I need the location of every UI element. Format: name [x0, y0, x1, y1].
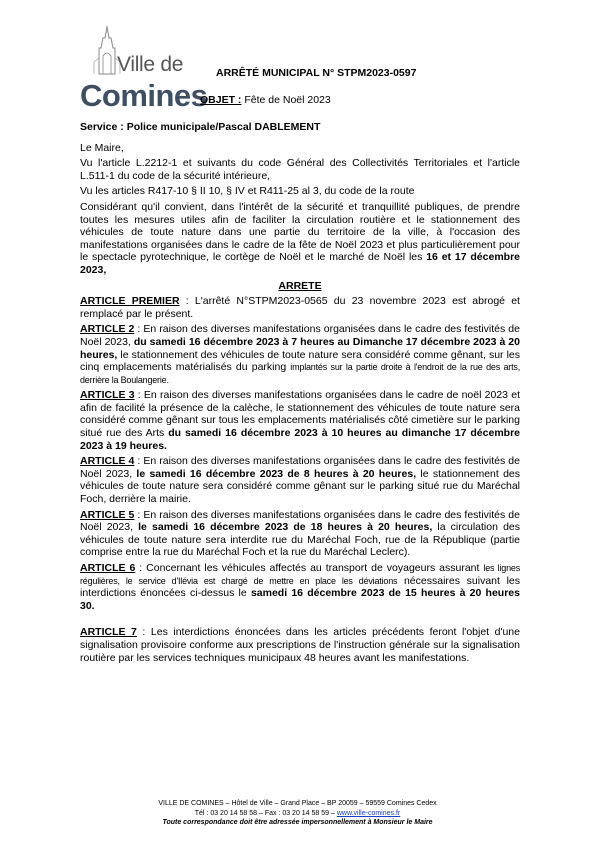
considerant-dates: 16 et 17 décembre 2023,: [80, 251, 520, 276]
page-footer: [0, 799, 595, 828]
article-6-text-small: les lignes régulières, le service d'Ilévia est chargé de mettre en place les déviations: [80, 563, 520, 586]
article-5: [80, 509, 520, 559]
logo-text-comines: Comines: [80, 78, 208, 113]
arrete-heading: ARRETE: [278, 279, 322, 292]
article-3-dates: du samedi 16 décembre 2023 à 10 heures au dimanche 17 décembre 2023 à 19 heures.: [80, 427, 520, 452]
considerant-text: Considérant qu'il convient, dans l'intérêt de la sécurité et tranquillité publiques, de prendre toutes les mesures utiles afin de faciliter la circulation routière et le stationnement des véhicules de toute nature dans une partie du territoire de la ville, à l'occasion des manifestations organisées dans le cadre de la fête de Noël 2023 et plus particulièrement pour le spectacle pyrotechnique, le cortège de Noël et le marché de Noël les: [80, 200, 520, 264]
article-1-text: : L'arrêté N°STPM2023-0565 du 23 novembre 2023 est abrogé et remplacé par le présent.: [80, 295, 520, 320]
article-7-text: : Les interdictions énoncées dans les articles précédents feront l'objet d'une signalisation provisoire conforme aux prescriptions de l'instruction générale sur la signalisation routière par les services techniques municipaux 48 heures avant les manifestations.: [80, 626, 520, 664]
article-5-text-cont: la circulation des véhicules de toute nature sera interdite rue du Maréchal Foch, rue de la République (partie comprise entre la rue du Maréchal Foch et la rue du Maréchal Leclerc).: [80, 521, 521, 559]
footer-phone: Tél : 03 20 14 58 58 – Fax : 03 20 14 58 59 –: [194, 809, 337, 817]
article-2-label: ARTICLE 2: [80, 323, 135, 336]
footer-notice: Toute correspondance doit être adressée impersonnellement à Monsieur le Maire: [162, 819, 433, 826]
logo-text-ville: Ville de: [117, 53, 184, 76]
article-6-dates: samedi 16 décembre 2023 de 15 heures à 20 heures 30.: [80, 587, 520, 612]
article-6: [80, 562, 520, 612]
article-5-dates: le samedi 16 décembre 2023 de 18 heures à 20 heures,: [138, 521, 433, 534]
article-3: [80, 389, 520, 452]
document-body: [80, 121, 520, 667]
article-2-text-cont: le stationnement des véhicules de toute nature sera considéré comme gênant, sur les cinq emplacements matérialisés du parking: [80, 348, 520, 374]
article-5-label: ARTICLE 5: [80, 508, 135, 521]
article-1-label: ARTICLE PREMIER: [80, 295, 180, 308]
article-3-label: ARTICLE 3: [80, 389, 135, 402]
object-text: Fête de Noël 2023: [241, 94, 331, 106]
object-label: OBJET :: [200, 94, 242, 106]
article-7-label: ARTICLE 7: [80, 626, 137, 639]
website-link[interactable]: www.ville-comines.fr: [336, 809, 401, 817]
article-7: [80, 626, 520, 664]
footer-contact: [0, 809, 595, 819]
article-4-label: ARTICLE 4: [80, 455, 135, 468]
article-6-label: ARTICLE 6: [80, 562, 136, 574]
article-2-text: : En raison des diverses manifestations organisées dans le cadre des festivités de Noël 2023,: [80, 323, 520, 348]
article-1: [80, 295, 520, 320]
article-2-text-end: implantés sur la partie droite à l'endroit de la rue des arts, derrière la Boulangerie.: [80, 362, 521, 385]
considerant-paragraph: [80, 201, 520, 277]
article-2-dates: du samedi 16 décembre 2023 à 7 heures au Dimanche 17 décembre 2023 à 20 heures,: [80, 335, 520, 361]
vu-paragraph-2: Vu les articles R417-10 § II 10, § IV et R411-25 al 3, du code de la route: [80, 185, 415, 198]
footer-address: VILLE DE COMINES – Hôtel de Ville – Grand Place – BP 20059 – 59559 Comines Cedex: [158, 800, 437, 807]
article-2: [80, 323, 520, 386]
article-4-text-cont: le stationnement des véhicules de toute nature sera considéré comme gênant sur le parking situé rue du Maréchal Foch, derrière la mairie.: [80, 467, 520, 506]
object-line: [200, 94, 331, 106]
service-line: Service : Police municipale/Pascal DABLEMENT: [80, 121, 321, 133]
article-5-text: : En raison des diverses manifestations organisées dans le cadre des festivités de Noël 2023,: [80, 508, 520, 534]
article-4: [80, 455, 520, 505]
city-logo: [80, 26, 208, 113]
article-4-dates: le samedi 16 décembre 2023 de 8 heures à 20 heures,: [136, 467, 417, 480]
article-4-text: : En raison des diverses manifestations organisées dans le cadre des festivités de Noël 2023,: [80, 455, 520, 480]
article-6-text: : Concernant les véhicules affectés au transport de voyageurs assurant: [135, 562, 484, 574]
article-3-text: : En raison des diverses manifestations organisées dans le cadre de noël 2023 et afin de facilité la présence de la calèche, le stationnement des véhicules de toute nature sera considéré comme gênant sur tous les emplacements matérialisés côté cimetière sur le parking situé rue des Arts: [80, 389, 520, 440]
document-title: ARRÊTÉ MUNICIPAL N° STPM2023-0597: [216, 67, 417, 79]
vu-paragraph-1: Vu l'article L.2212-1 et suivants du code Général des Collectivités Territoriales et l'article L.511-1 du code de la sécurité intérieure,: [80, 157, 520, 182]
article-6-text-cont: nécessaires suivant les interdictions énoncées ci-dessus le: [80, 574, 520, 600]
maire-line: Le Maire,: [80, 141, 124, 154]
